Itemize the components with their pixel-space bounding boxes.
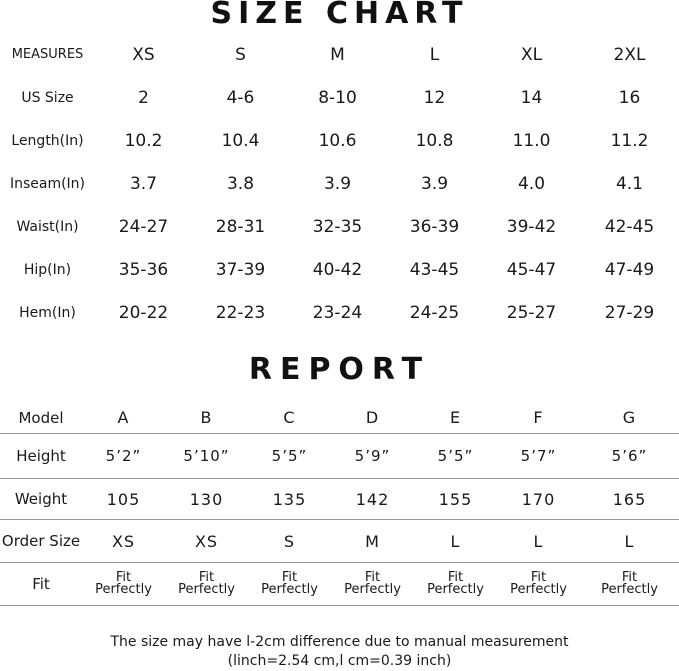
table-cell: 28-31 (215, 216, 266, 237)
row-label: Length(In) (11, 132, 84, 149)
row-label: Model (0, 402, 82, 434)
table-cell: L (497, 520, 580, 563)
table-cell: 5’7” (497, 434, 580, 479)
table-cell: 45-47 (506, 259, 557, 280)
table-cell: 25-27 (506, 302, 557, 323)
row-label: Order Size (0, 520, 82, 563)
fit-line-2: Perfectly (178, 582, 235, 597)
table-cell: 36-39 (409, 216, 460, 237)
table-cell: 22-23 (215, 302, 266, 323)
table-cell: 5’10” (165, 434, 248, 479)
table-cell: 105 (82, 479, 165, 520)
waist-row (0, 205, 679, 248)
row-label: Inseam(In) (9, 175, 86, 192)
table-cell: 3.8 (226, 173, 255, 194)
fit-line-1: Fit (198, 570, 215, 585)
height-row (0, 434, 679, 479)
table-cell: 23-24 (312, 302, 363, 323)
table-cell: F (497, 402, 580, 434)
table-cell: 142 (331, 479, 414, 520)
table-cell: 47-49 (604, 259, 655, 280)
fit-line-2: Perfectly (261, 582, 318, 597)
table-cell: 20-22 (118, 302, 169, 323)
size-col-s: S (235, 44, 246, 65)
row-label: Fit (0, 563, 82, 606)
fit-line-1: Fit (281, 570, 298, 585)
table-cell: B (165, 402, 248, 434)
table-cell: 4.0 (517, 173, 546, 194)
table-cell: 5’2” (82, 434, 165, 479)
table-cell: 5’6” (580, 434, 679, 479)
measurement-note: The size may have l-2cm difference due to manual measurement (110, 634, 569, 650)
table-cell: 42-45 (604, 216, 655, 237)
table-cell: 11.0 (512, 130, 551, 151)
table-cell: 155 (414, 479, 497, 520)
fit-line-2: Perfectly (510, 582, 567, 597)
fit-line-1: Fit (447, 570, 464, 585)
table-cell: A (82, 402, 165, 434)
hip-row (0, 248, 679, 291)
table-cell: 135 (248, 479, 331, 520)
row-label: Waist(In) (16, 218, 79, 235)
row-label: Height (0, 434, 82, 479)
fit-cell (331, 563, 414, 606)
table-cell: C (248, 402, 331, 434)
fit-line-2: Perfectly (344, 582, 401, 597)
table-cell: 5’9” (331, 434, 414, 479)
table-cell: 10.8 (415, 130, 454, 151)
table-cell: G (580, 402, 679, 434)
fit-cell (165, 563, 248, 606)
table-cell: 4.1 (615, 173, 644, 194)
size-chart-title: SIZE CHART (210, 0, 469, 31)
row-label: Weight (0, 479, 82, 520)
fit-line-1: Fit (364, 570, 381, 585)
table-cell: 24-25 (409, 302, 460, 323)
table-cell: 12 (423, 87, 446, 108)
fit-row (0, 563, 679, 606)
hem-row (0, 291, 679, 334)
length-row (0, 119, 679, 162)
size-col-xl: XL (520, 44, 543, 65)
weight-row (0, 479, 679, 520)
inseam-row (0, 162, 679, 205)
table-cell: M (331, 520, 414, 563)
fit-cell (580, 563, 679, 606)
fit-line-2: Perfectly (601, 582, 658, 597)
table-cell: 5’5” (414, 434, 497, 479)
table-cell: XS (165, 520, 248, 563)
fit-cell (82, 563, 165, 606)
table-cell: 40-42 (312, 259, 363, 280)
conversion-note: (linch=2.54 cm,l cm=0.39 inch) (227, 653, 452, 669)
measures-header: MEASURES (11, 47, 84, 62)
table-cell: D (331, 402, 414, 434)
fit-cell (497, 563, 580, 606)
table-cell: 39-42 (506, 216, 557, 237)
table-cell: 24-27 (118, 216, 169, 237)
fit-line-1: Fit (115, 570, 132, 585)
fit-line-2: Perfectly (427, 582, 484, 597)
fit-cell (248, 563, 331, 606)
table-cell: 10.2 (124, 130, 163, 151)
table-cell: 2 (138, 87, 149, 108)
table-cell: XS (82, 520, 165, 563)
table-cell: 5’5” (248, 434, 331, 479)
size-chart-table (0, 33, 679, 334)
table-cell: 130 (165, 479, 248, 520)
table-cell: 165 (580, 479, 679, 520)
table-cell: 3.7 (129, 173, 158, 194)
table-cell: 4-6 (226, 87, 255, 108)
table-cell: 11.2 (610, 130, 649, 151)
table-cell: 170 (497, 479, 580, 520)
table-cell: 27-29 (604, 302, 655, 323)
table-cell: 16 (618, 87, 641, 108)
table-cell: E (414, 402, 497, 434)
row-label: Hip(In) (23, 261, 72, 278)
table-cell: 35-36 (118, 259, 169, 280)
table-cell: 10.6 (318, 130, 357, 151)
fit-line-1: Fit (621, 570, 638, 585)
size-header-row (0, 33, 679, 76)
report-title: REPORT (248, 352, 431, 387)
row-label: US Size (21, 89, 74, 106)
fit-cell (414, 563, 497, 606)
table-cell: 43-45 (409, 259, 460, 280)
table-cell: 8-10 (318, 87, 357, 108)
size-col-2xl: 2XL (613, 44, 646, 65)
order-size-row (0, 520, 679, 563)
us-size-row (0, 76, 679, 119)
table-cell: L (580, 520, 679, 563)
table-cell: 10.4 (221, 130, 260, 151)
table-cell: L (414, 520, 497, 563)
size-col-l: L (429, 44, 440, 65)
fit-line-1: Fit (530, 570, 547, 585)
size-col-xs: XS (132, 44, 155, 65)
row-label: Hem(In) (19, 304, 76, 321)
table-cell: 32-35 (312, 216, 363, 237)
table-cell: 14 (520, 87, 543, 108)
model-row (0, 402, 679, 434)
table-cell: 3.9 (323, 173, 352, 194)
table-cell: 37-39 (215, 259, 266, 280)
size-col-m: M (330, 44, 345, 65)
table-cell: S (248, 520, 331, 563)
report-table (0, 402, 679, 606)
table-cell: 3.9 (420, 173, 449, 194)
fit-line-2: Perfectly (95, 582, 152, 597)
